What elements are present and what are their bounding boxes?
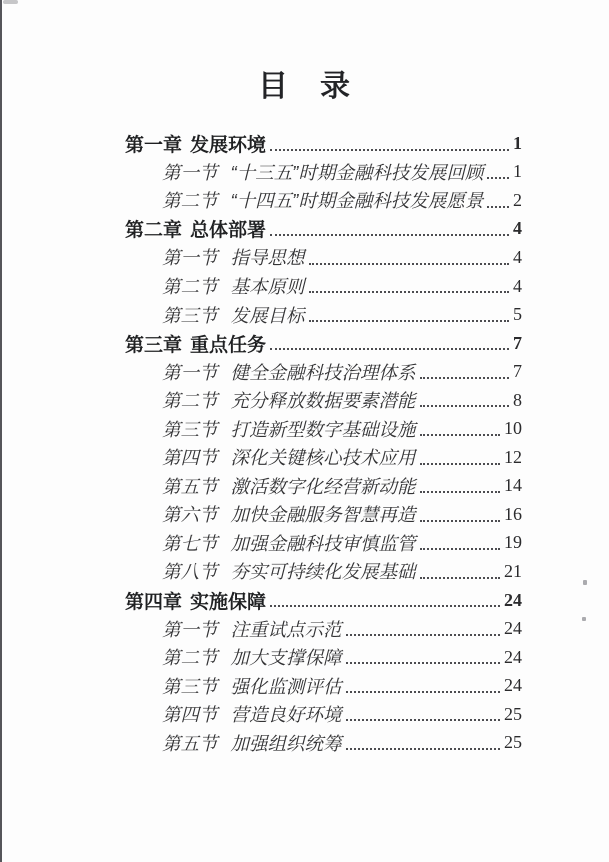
dot-leader (420, 520, 500, 522)
toc-entry-number: 第六节 (162, 504, 218, 526)
toc-entry-number: 第二节 (162, 190, 218, 212)
toc-entry-title: “十四五”时期金融科技发展愿景 (230, 190, 484, 212)
dot-leader (420, 405, 509, 407)
toc-entry-title: 健全金融科技治理体系 (230, 361, 416, 383)
page-number: 24 (504, 646, 522, 667)
page-number: 7 (513, 332, 522, 353)
toc-entry-section (125, 243, 522, 272)
toc-entry-title: 加强金融科技审慎监管 (230, 532, 416, 554)
toc-entry-section (125, 557, 522, 586)
page-title: 目 录 (258, 70, 351, 103)
toc-entry-section (125, 500, 522, 529)
toc-entry-title: 深化关键核心技术应用 (230, 447, 416, 469)
toc-entry-number: 第三章 (125, 334, 183, 356)
dot-leader (346, 719, 500, 721)
toc-entry-title: 发展环境 (190, 134, 267, 156)
dot-leader (420, 548, 500, 550)
dot-leader (420, 577, 500, 579)
toc-entry-number: 第一节 (162, 161, 218, 183)
dot-leader (309, 263, 509, 265)
toc-entry-number: 第五节 (162, 475, 218, 497)
toc-entry-section (125, 158, 522, 187)
page-number: 4 (513, 275, 522, 296)
toc-entry-title: 强化监测评估 (230, 675, 342, 697)
page-number: 14 (504, 475, 522, 496)
toc-entry-number: 第四节 (162, 447, 218, 469)
toc-entry-chapter (125, 215, 522, 244)
toc-entry-section (125, 386, 522, 415)
toc-entry-title: 实施保障 (190, 591, 267, 613)
page-number: 4 (513, 218, 522, 239)
page-number: 2 (513, 189, 522, 210)
page-number: 5 (513, 304, 522, 325)
toc-entry-title: 激活数字化经营新动能 (230, 475, 416, 497)
toc-entry-number: 第二章 (125, 220, 183, 242)
dot-leader (346, 634, 500, 636)
toc-entry-section (125, 272, 522, 301)
page-number: 8 (513, 389, 522, 410)
dot-leader (487, 177, 509, 179)
toc-entry-section (125, 728, 522, 757)
toc-entry-title: 加快金融服务智慧再造 (230, 504, 416, 526)
toc-entry-section (125, 357, 522, 386)
toc-entry-number: 第二节 (162, 647, 218, 669)
dot-leader (270, 348, 509, 350)
dot-leader (420, 491, 500, 493)
toc-entry-number: 第二节 (162, 276, 218, 297)
dot-leader (346, 748, 500, 750)
toc-entry-title: 充分释放数据要素潜能 (230, 390, 416, 412)
dot-leader (270, 234, 509, 236)
page-number: 24 (504, 675, 522, 696)
page-number: 4 (513, 246, 522, 267)
toc-entry-chapter (125, 329, 522, 358)
toc-entry-section (125, 300, 522, 329)
dot-leader (487, 206, 509, 208)
toc-entry-title: 加大支撑保障 (230, 647, 342, 669)
page-number: 21 (504, 560, 522, 581)
toc-entry-chapter (125, 586, 522, 615)
scan-speck-artifact (583, 580, 587, 585)
toc-entry-section (125, 529, 522, 558)
toc-entry-chapter (125, 129, 522, 158)
page-number: 25 (504, 732, 522, 753)
scan-speck-artifact (582, 617, 586, 621)
scan-smudge-artifact (3, 0, 18, 4)
page-number: 1 (513, 161, 522, 182)
toc-entry-title: 基本原则 (230, 276, 305, 297)
toc-entry-title: 打造新型数字基础设施 (230, 418, 416, 440)
dot-leader (420, 463, 500, 465)
toc-entry-number: 第一节 (162, 247, 218, 269)
toc-entry-title: 发展目标 (230, 304, 305, 326)
page-number: 16 (504, 503, 522, 524)
page-number: 7 (513, 361, 522, 382)
toc-entry-title: 总体部署 (190, 220, 267, 242)
toc-entry-number: 第一节 (162, 361, 218, 383)
dot-leader (270, 605, 500, 607)
toc-entry-number: 第一节 (162, 618, 218, 640)
toc-entry-number: 第四节 (162, 704, 218, 726)
toc-entry-number: 第一章 (125, 134, 183, 156)
dot-leader (346, 691, 500, 693)
toc-entry-number: 第三节 (162, 304, 218, 326)
toc-entry-section (125, 186, 522, 215)
dot-leader (270, 149, 509, 151)
toc-entry-number: 第八节 (162, 561, 218, 583)
toc-entry-section (125, 472, 522, 501)
page-number: 12 (504, 446, 522, 467)
page-number: 24 (504, 589, 522, 610)
page-number: 19 (504, 532, 522, 553)
dot-leader (420, 377, 509, 379)
page-number: 1 (513, 132, 522, 153)
page-number: 25 (504, 703, 522, 724)
toc-list (125, 129, 522, 757)
scan-left-edge-artifact (0, 0, 2, 862)
toc-entry-number: 第七节 (162, 532, 218, 554)
toc-entry-title: 营造良好环境 (230, 704, 342, 726)
toc-entry-section (125, 443, 522, 472)
toc-entry-number: 第四章 (125, 591, 183, 613)
toc-entry-title: 指导思想 (230, 247, 305, 269)
dot-leader (309, 291, 509, 293)
toc-entry-number: 第三节 (162, 675, 218, 697)
toc-entry-number: 第五节 (162, 732, 218, 754)
page-number: 24 (504, 618, 522, 639)
toc-entry-section (125, 614, 522, 643)
dot-leader (420, 434, 500, 436)
toc-entry-section (125, 643, 522, 672)
toc-entry-title: 重点任务 (190, 334, 267, 356)
dot-leader (346, 662, 500, 664)
toc-entry-title: 加强组织统筹 (230, 732, 342, 754)
page-number: 10 (504, 418, 522, 439)
toc-entry-title: 夯实可持续化发展基础 (230, 561, 416, 583)
toc-entry-number: 第二节 (162, 390, 218, 412)
toc-entry-section (125, 700, 522, 729)
dot-leader (309, 320, 509, 322)
toc-entry-title: “十三五”时期金融科技发展回顾 (230, 161, 484, 183)
toc-entry-section (125, 414, 522, 443)
toc-entry-number: 第三节 (162, 418, 218, 440)
toc-entry-section (125, 671, 522, 700)
toc-entry-title: 注重试点示范 (230, 618, 342, 640)
